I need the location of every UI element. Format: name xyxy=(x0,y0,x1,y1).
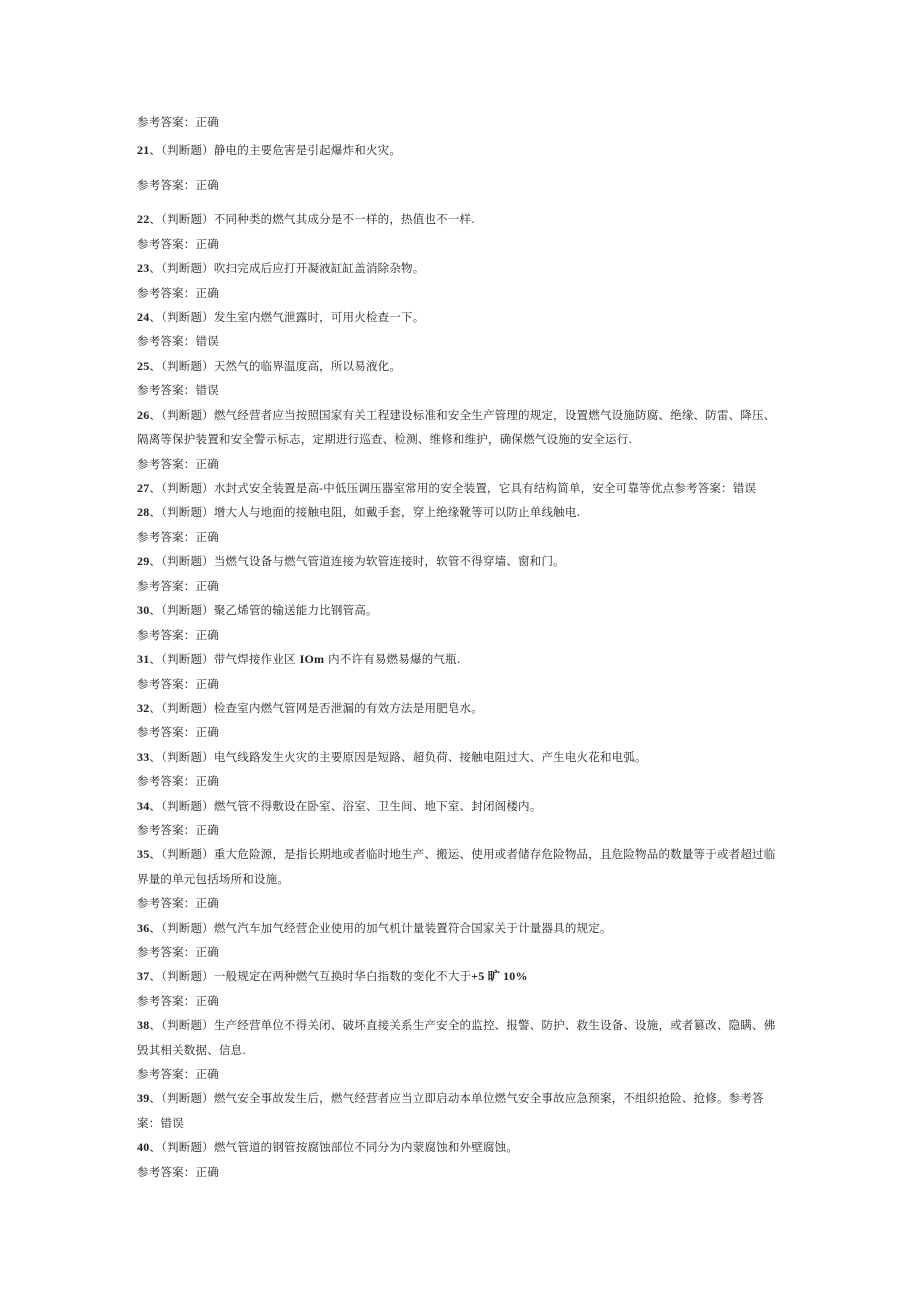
answer-line: 参考答案：错误 xyxy=(137,334,219,348)
question-40: 40、（判断题）燃气管道的钢管按腐蚀部位不同分为内蒙腐蚀和外壁腐蚀。 xyxy=(137,1140,519,1154)
question-31: 31、（判断题）带气焊接作业区 IOm 内不许有易燃易爆的气瓶. xyxy=(137,652,461,666)
question-29: 29、（判断题）当燃气设备与燃气管道连接为软管连接时，软管不得穿墙、窗和门。 xyxy=(137,554,565,568)
answer-line: 参考答案：正确 xyxy=(137,896,219,910)
answer-line: 参考答案：正确 xyxy=(137,725,219,739)
answer-line: 参考答案：正确 xyxy=(137,677,219,691)
answer-line: 参考答案：正确 xyxy=(137,457,219,471)
answer-line: 参考答案：错误 xyxy=(137,383,219,397)
question-35: 35、（判断题）重大危险源，是指长期地或者临时地生产、搬运、使用或者储存危险物品，且危险物品的数量等于或者超过临 xyxy=(137,847,776,861)
question-27: 27、（判断题）水封式安全装置是高-中低压调压器室常用的安全装置，它具有结构简单，安全可靠等优点参考答案：错误 xyxy=(137,481,757,495)
question-23: 23、（判断题）吹扫完成后应打开凝液缸缸盖消除杂物。 xyxy=(137,261,425,275)
question-37: 37、（判断题）一般规定在两种燃气互换时华白指数的变化不大于+5 旷 10% xyxy=(137,969,528,983)
question-28: 28、（判断题）增大人与地面的接触电阻，如戴手套，穿上绝缘靴等可以防止单线触电. xyxy=(137,505,581,519)
question-36: 36、（判断题）燃气汽车加气经营企业使用的加气机计量装置符合国家关于计量器具的规定。 xyxy=(137,921,612,935)
question-39: 39、（判断题）燃气安全事故发生后，燃气经营者应当立即启动本单位燃气安全事故应急预案，不组织抢险、抢修。参考答 xyxy=(137,1091,764,1105)
answer-line: 参考答案：正确 xyxy=(137,530,219,544)
answer-line: 参考答案：正确 xyxy=(137,1067,219,1081)
answer-line: 参考答案：正确 xyxy=(137,286,219,300)
question-24: 24、（判断题）发生室内燃气泄露时，可用火检查一下。 xyxy=(137,310,425,324)
question-30: 30、（判断题）聚乙烯管的输送能力比钢管高。 xyxy=(137,603,378,617)
question-22: 22、（判断题）不同种类的燃气其成分是不一样的，热值也不一样. xyxy=(137,212,476,226)
answer-line: 参考答案：正确 xyxy=(137,823,219,837)
question-38: 38、（判断题）生产经营单位不得关闭、破坏直接关系生产安全的监控、报警、防护、救生设备、设施，或者篡改、隐瞒、佛 xyxy=(137,1018,776,1032)
question-32: 32、（判断题）检查室内燃气管网是否泄漏的有效方法是用肥皂水。 xyxy=(137,701,483,715)
question-26-continued: 隔离等保护装置和安全警示标志，定期进行巡查、检测、维修和维护，确保燃气设施的安全运行. xyxy=(137,432,633,446)
question-35-continued: 界量的单元包括场所和设施。 xyxy=(137,872,290,886)
answer-line: 参考答案：正确 xyxy=(137,237,219,251)
question-25: 25、（判断题）天然气的临界温度高，所以易液化。 xyxy=(137,359,402,373)
question-21: 21、（判断题）静电的主要危害是引起爆炸和火灾。 xyxy=(137,143,402,157)
answer-line: 参考答案：正确 xyxy=(137,774,219,788)
question-38-continued: 毁其相关数据、信息. xyxy=(137,1043,247,1057)
answer-line: 参考答案：正确 xyxy=(137,1165,219,1179)
question-39-continued: 案：错误 xyxy=(137,1116,184,1130)
answer-line: 参考答案：正确 xyxy=(137,945,219,959)
answer-line: 参考答案：正确 xyxy=(137,579,219,593)
answer-line: 参考答案：正确 xyxy=(137,628,219,642)
question-33: 33、（判断题）电气线路发生火灾的主要原因是短路、超负荷、接触电阻过大、产生电火花和电弧。 xyxy=(137,750,647,764)
answer-line: 参考答案：正确 xyxy=(137,178,219,192)
question-34: 34、（判断题）燃气管不得敷设在卧室、浴室、卫生间、地下室、封闭阁楼内。 xyxy=(137,799,542,813)
answer-line: 参考答案：正确 xyxy=(137,115,219,129)
answer-line: 参考答案：正确 xyxy=(137,994,219,1008)
question-26: 26、（判断题）燃气经营者应当按照国家有关工程建设标准和安全生产管理的规定，设置燃气设施防腐、绝缘、防雷、降压、 xyxy=(137,408,776,422)
